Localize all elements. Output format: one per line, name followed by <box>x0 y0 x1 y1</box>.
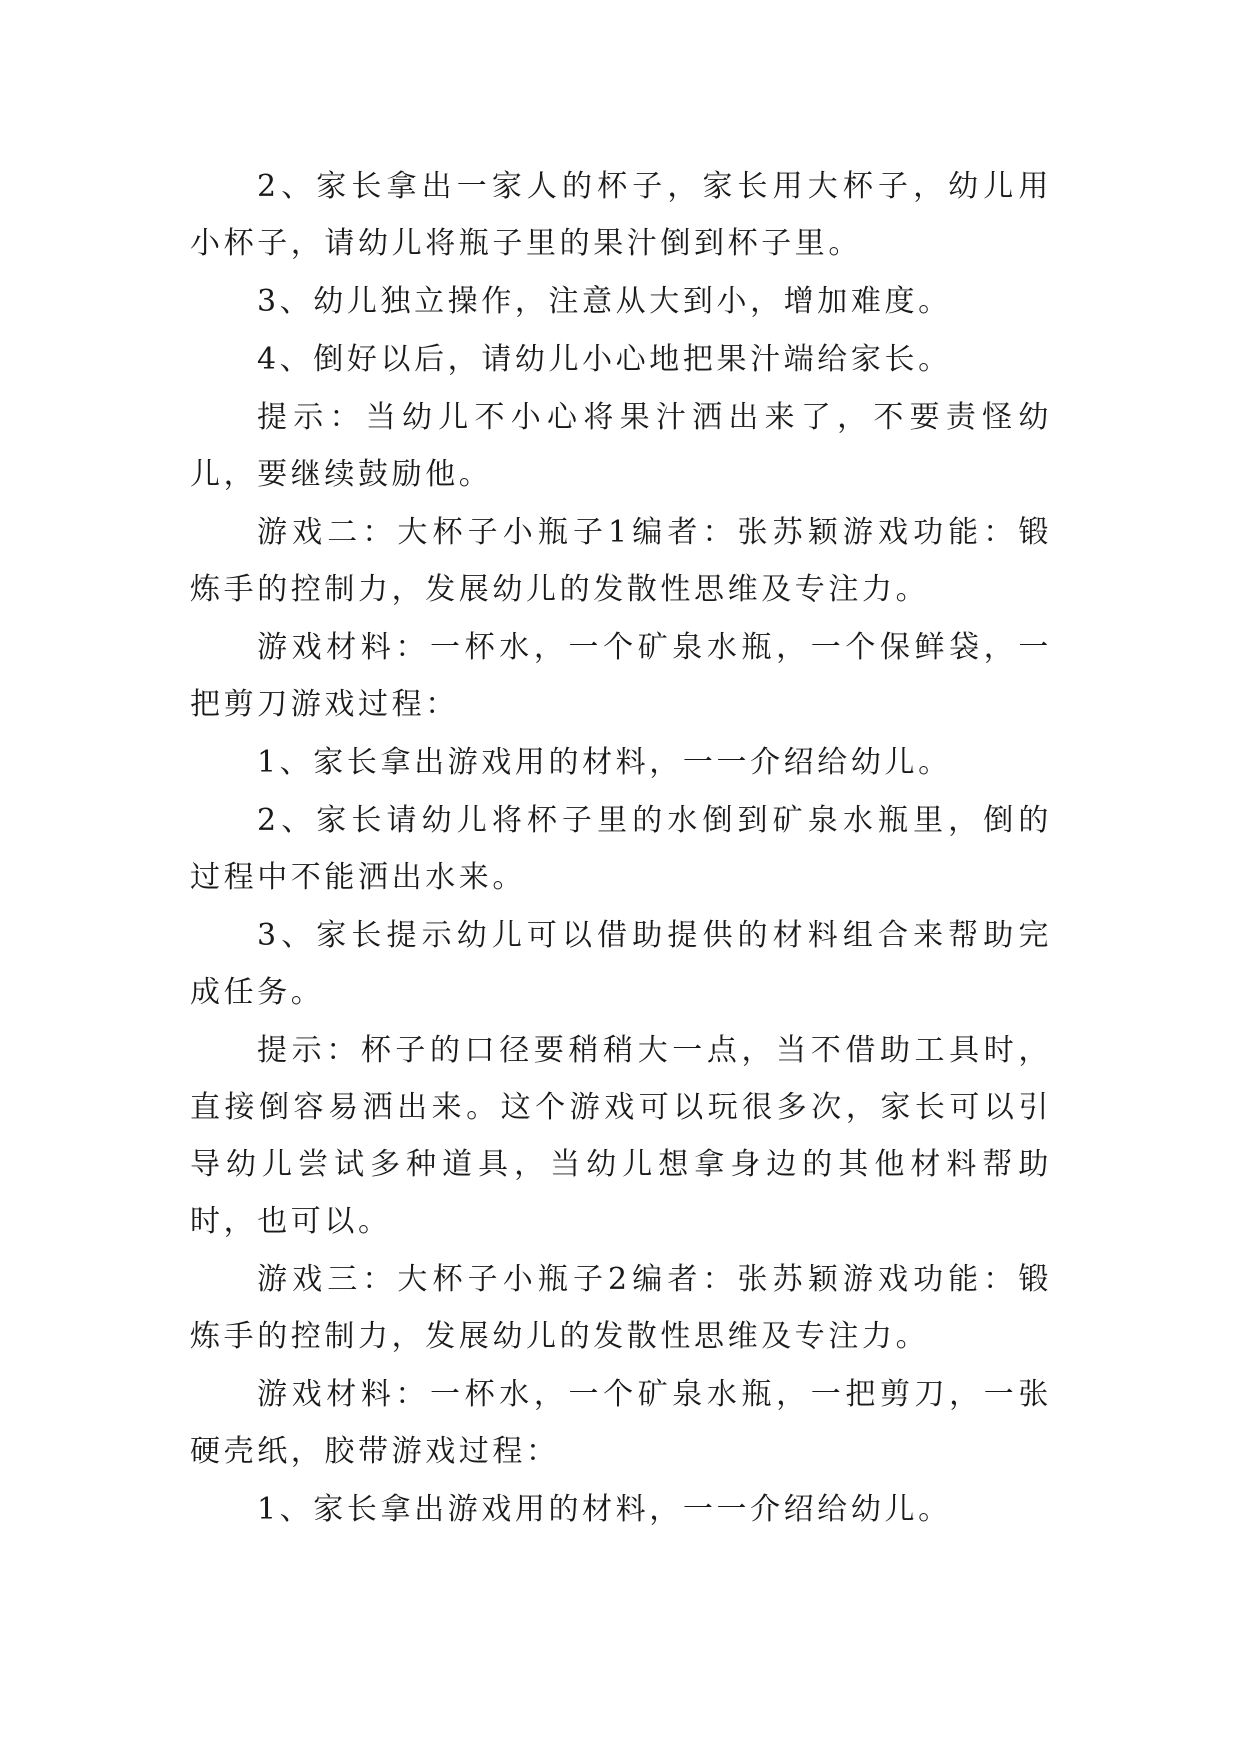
paragraph: 1、家长拿出游戏用的材料，一一介绍给幼儿。 <box>257 745 952 780</box>
paragraph: 游戏材料：一杯水，一个矿泉水瓶，一个保鲜袋，一把剪刀游戏过程： <box>190 630 1052 722</box>
paragraph: 3、家长提示幼儿可以借助提供的材料组合来帮助完成任务。 <box>190 918 1052 1010</box>
paragraph: 提示：当幼儿不小心将果汁洒出来了，不要责怪幼儿，要继续鼓励他。 <box>190 400 1052 492</box>
paragraph: 4、倒好以后，请幼儿小心地把果汁端给家长。 <box>257 342 952 377</box>
paragraph: 2、家长拿出一家人的杯子，家长用大杯子，幼儿用小杯子，请幼儿将瓶子里的果汁倒到杯子里。 <box>190 169 1052 261</box>
paragraph: 3、幼儿独立操作，注意从大到小，增加难度。 <box>257 284 952 319</box>
paragraph: 提示：杯子的口径要稍稍大一点，当不借助工具时，直接倒容易洒出来。这个游戏可以玩很多次，家长可以引导幼儿尝试多种道具，当幼儿想拿身边的其他材料帮助时，也可以。 <box>190 1033 1052 1239</box>
document-body <box>190 158 1052 1539</box>
paragraph: 游戏二：大杯子小瓶子1编者：张苏颖游戏功能：锻炼手的控制力，发展幼儿的发散性思维及专注力。 <box>190 515 1052 607</box>
paragraph: 游戏材料：一杯水，一个矿泉水瓶，一把剪刀，一张硬壳纸，胶带游戏过程： <box>190 1377 1052 1469</box>
paragraph: 2、家长请幼儿将杯子里的水倒到矿泉水瓶里，倒的过程中不能洒出水来。 <box>190 803 1052 895</box>
paragraph: 游戏三：大杯子小瓶子2编者：张苏颖游戏功能：锻炼手的控制力，发展幼儿的发散性思维及专注力。 <box>190 1262 1052 1354</box>
paragraph: 1、家长拿出游戏用的材料，一一介绍给幼儿。 <box>257 1492 952 1527</box>
